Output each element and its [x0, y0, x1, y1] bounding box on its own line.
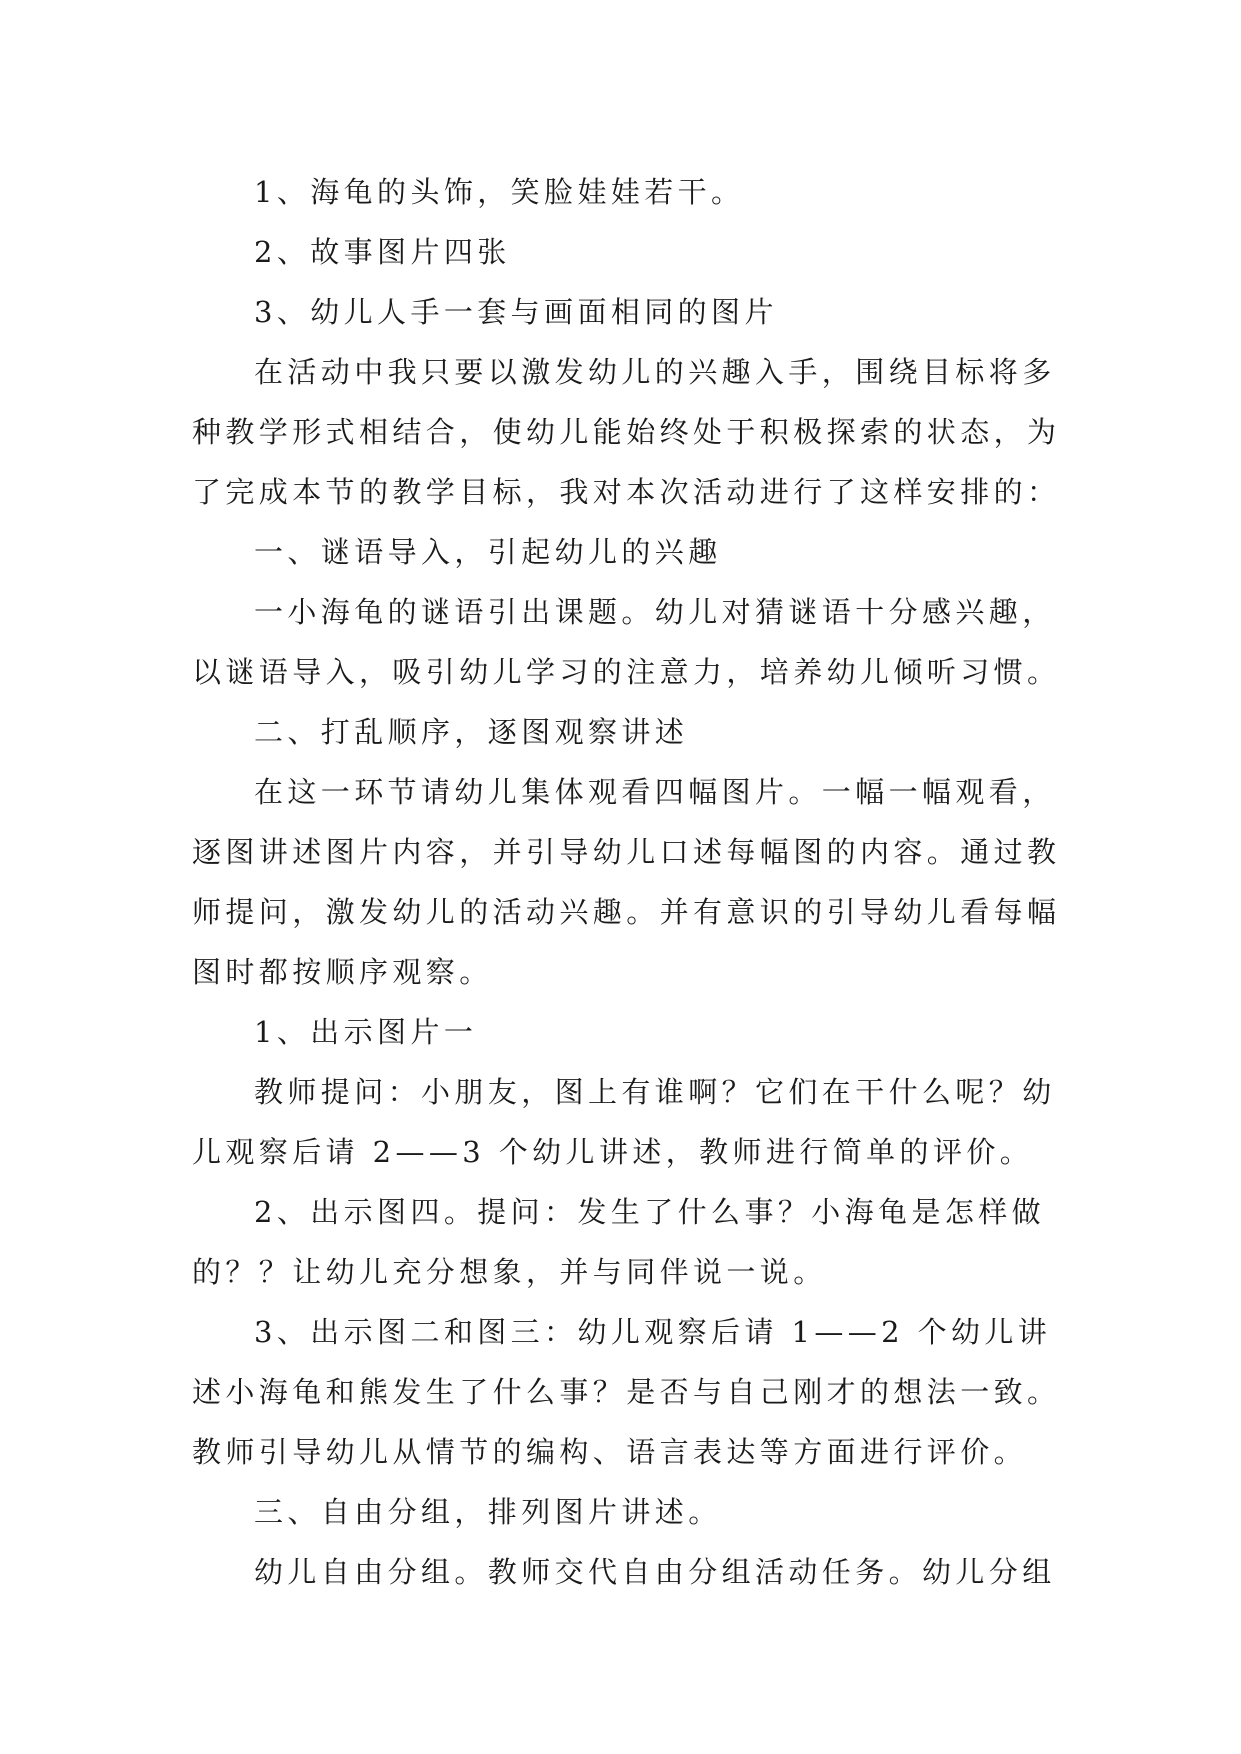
- document-body: [192, 162, 1068, 1602]
- section-heading-1: 一、谜语导入，引起幼儿的兴趣: [254, 535, 722, 569]
- section-1-paragraph: 一小海龟的谜语引出课题。幼儿对猜谜语十分感兴趣，以谜语导入，吸引幼儿学习的注意力，培养幼儿倾听习惯。: [192, 595, 1061, 689]
- step-3-paragraph: 3、出示图二和图三：幼儿观察后请 1——2 个幼儿讲述小海龟和熊发生了什么事？是否与自己刚才的想法一致。教师引导幼儿从情节的编构、语言表达等方面进行评价。: [192, 1315, 1061, 1469]
- section-heading-3: 三、自由分组，排列图片讲述。: [254, 1495, 722, 1529]
- step-2-paragraph: 2、出示图四。提问：发生了什么事？小海龟是怎样做的？？让幼儿充分想象，并与同伴说一说。: [192, 1195, 1046, 1289]
- section-heading-2: 二、打乱顺序，逐图观察讲述: [254, 715, 689, 749]
- step-1-paragraph: 教师提问：小朋友，图上有谁啊？它们在干什么呢？幼儿观察后请 2——3 个幼儿讲述，教师进行简单的评价。: [192, 1075, 1056, 1169]
- section-2-paragraph: 在这一环节请幼儿集体观看四幅图片。一幅一幅观看，逐图讲述图片内容，并引导幼儿口述每幅图的内容。通过教师提问，激发幼儿的活动兴趣。并有意识的引导幼儿看每幅图时都按顺序观察。: [192, 775, 1061, 989]
- material-item-3: 3、幼儿人手一套与画面相同的图片: [254, 295, 778, 329]
- material-item-2: 2、故事图片四张: [254, 235, 511, 269]
- section-3-paragraph: 幼儿自由分组。教师交代自由分组活动任务。幼儿分组: [254, 1555, 1056, 1589]
- step-heading-1: 1、出示图片一: [254, 1015, 478, 1049]
- material-item-1: 1、海龟的头饰，笑脸娃娃若干。: [254, 175, 745, 209]
- intro-paragraph: 在活动中我只要以激发幼儿的兴趣入手，围绕目标将多种教学形式相结合，使幼儿能始终处于积极探索的状态，为了完成本节的教学目标，我对本次活动进行了这样安排的：: [192, 355, 1061, 509]
